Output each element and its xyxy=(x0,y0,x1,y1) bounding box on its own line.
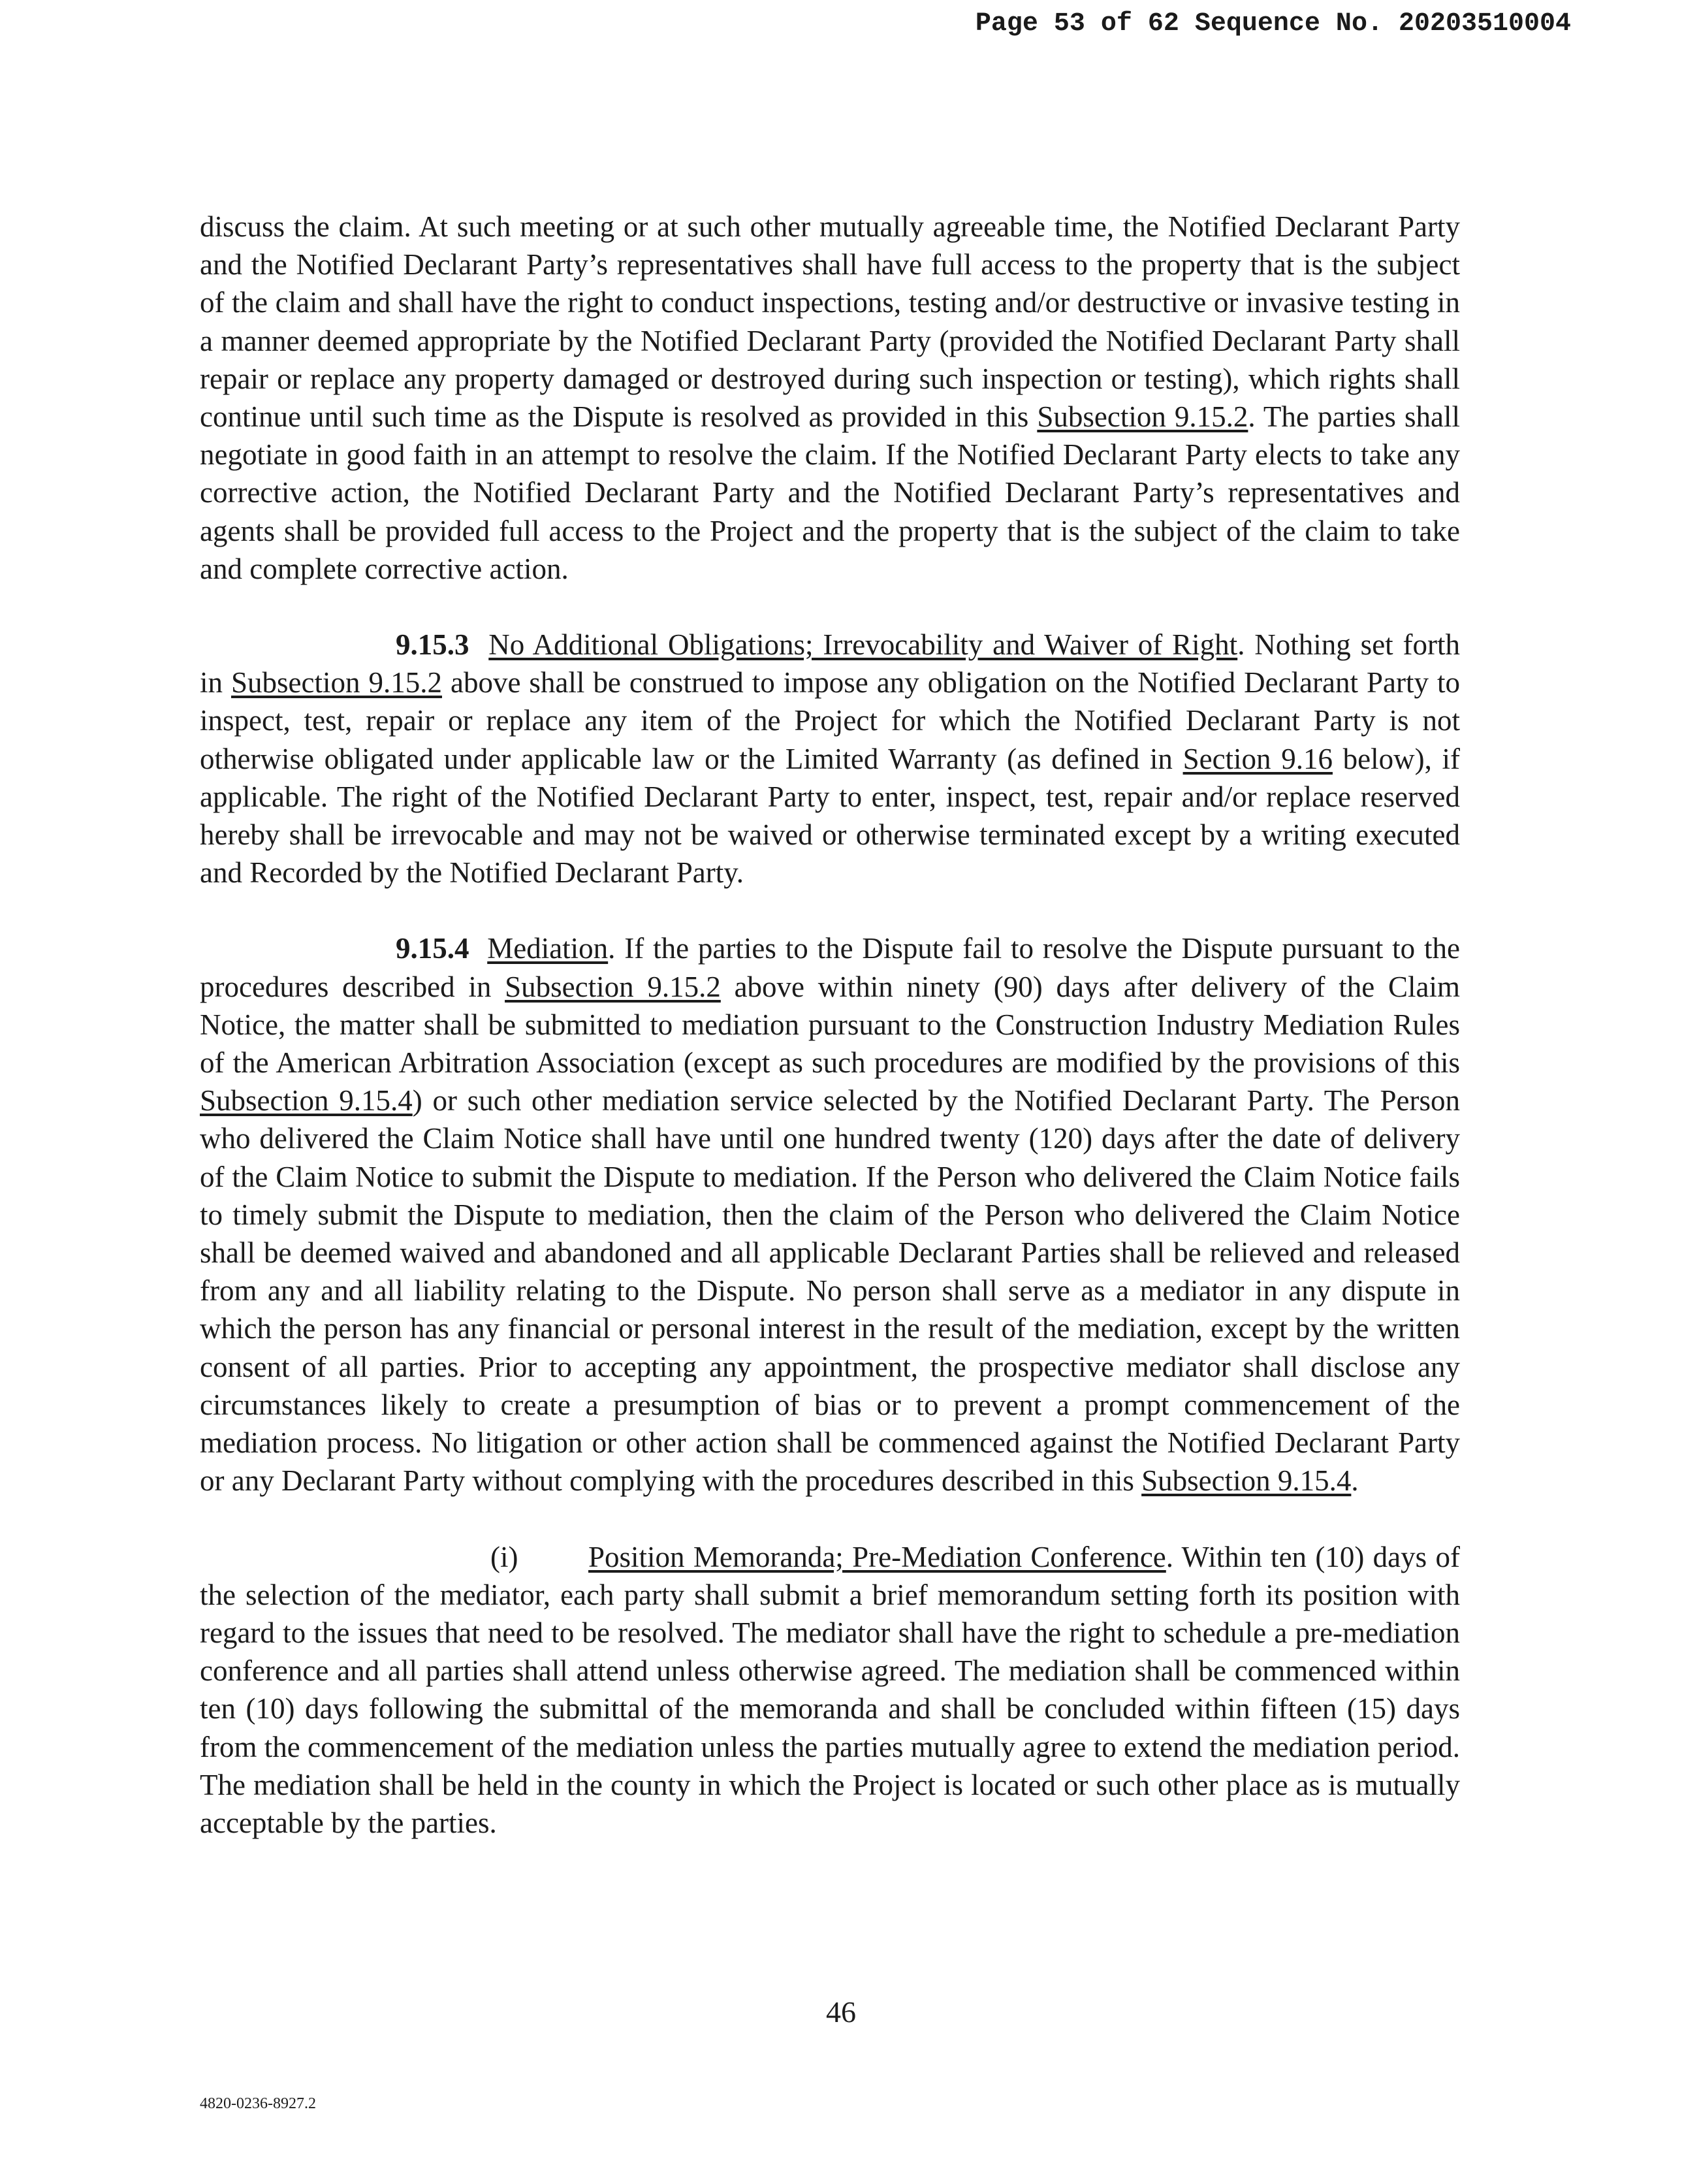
section-number: 9.15.3 xyxy=(396,628,469,662)
paragraph-text: below), if applicable. The right of the Notified Declarant Party to enter, inspect, test, repair and/or replace reserved hereby shall be irrevocable and may not be waived or otherwise terminated except by a writing executed and Recorded by the Notified Declarant Party. xyxy=(200,742,1461,890)
paragraph-text: ) or such other mediation service selected by the Notified Declarant Party. The Person who delivered the Claim Notice shall have until one hundred twenty (120) days after the date of delivery of the Claim Notice to submit the Dispute to mediation. If the Person who delivered the Claim Notice fails to timely submit the Dispute to mediation, then the claim of the Person who delivered the Claim Notice shall be deemed waived and abandoned and all applicable Declarant Parties shall be relieved and released from any and all liability relating to the Dispute. No person shall serve as a mediator in any dispute in which the person has any financial or personal interest in the result of the mediation, except by the written consent of all parties. Prior to accepting any appointment, the prospective mediator shall disclose any circumstances likely to create a presumption of bias or to prevent a prompt commencement of the mediation process. No litigation or other action shall be commenced against the Notified Declarant Party or any Declarant Party without complying with the procedures described in this xyxy=(200,1084,1460,1498)
cross-reference: Subsection 9.15.4 xyxy=(1141,1464,1352,1498)
cross-reference: Subsection 9.15.2 xyxy=(505,970,721,1003)
section-9-15-4 xyxy=(200,929,1460,1500)
cross-reference: Subsection 9.15.4 xyxy=(200,1084,413,1117)
paragraph-text: . If the parties to the Dispute fail to resolve the Dispute pursuant to the procedures described in xyxy=(200,932,1461,1003)
cross-reference: Subsection 9.15.2 xyxy=(231,666,442,699)
section-heading: No Additional Obligations; Irrevocability and Waiver of Right xyxy=(488,628,1238,662)
paragraph-text: above shall be construed to impose any obligation on the Notified Declarant Party to inspect, test, repair or replace any item of the Project for which the Notified Declarant Party is not otherwise obligated under applicable law or the Limited Warranty (as defined in xyxy=(200,666,1460,775)
document-body xyxy=(200,208,1460,1842)
paragraph-claim-discussion xyxy=(200,208,1460,588)
paragraph-text: . xyxy=(1351,1464,1359,1498)
section-9-15-3 xyxy=(200,626,1460,891)
subsection-marker: (i) xyxy=(490,1540,518,1573)
paragraph-text: discuss the claim. At such meeting or at such other mutually agreeable time, the Notified Declarant Party and the Notified Declarant Party’s representatives shall have full access to the property that is the subject of the claim and shall have the right to conduct inspections, testing and/or destructive or invasive testing in a manner deemed appropriate by the Notified Declarant Party (provided the Notified Declarant Party shall repair or replace any property damaged or destroyed during such inspection or testing), which rights shall continue until such time as the Dispute is resolved as provided in this xyxy=(200,210,1460,434)
cross-reference: Subsection 9.15.2 xyxy=(1037,400,1248,434)
document-id: 4820-0236-8927.2 xyxy=(200,2095,316,2112)
page-sequence-header: Page 53 of 62 Sequence No. 20203510004 xyxy=(975,9,1571,39)
cross-reference: Section 9.16 xyxy=(1182,742,1333,775)
section-number: 9.15.4 xyxy=(396,932,469,965)
page-number: 46 xyxy=(826,1995,856,2029)
paragraph-text: . Within ten (10) days of the selection of the mediator, each party shall submit a brief memorandum setting forth its position with regard to the issues that need to be resolved. The mediator shall have the right to schedule a pre-mediation conference and all parties shall attend unless otherwise agreed. The mediation shall be commenced within ten (10) days following the submittal of the memoranda and shall be concluded within fifteen (15) days from the commencement of the mediation unless the parties mutually agree to extend the mediation period. The mediation shall be held in the county in which the Project is located or such other place as is mutually acceptable by the parties. xyxy=(200,1540,1460,1839)
paragraph-text: above within ninety (90) days after delivery of the Claim Notice, the matter shall be submitted to mediation pursuant to the Construction Industry Mediation Rules of the American Arbitration Association (except as such procedures are modified by the provisions of this xyxy=(200,970,1461,1080)
section-heading: Mediation xyxy=(487,932,609,965)
paragraph-text: . The parties shall negotiate in good faith in an attempt to resolve the claim. If the Notified Declarant Party elects to take any corrective action, the Notified Declarant Party and the Notified Declarant Party’s representatives and agents shall be provided full access to the Project and the property that is the subject of the claim to take and complete corrective action. xyxy=(200,400,1460,585)
paragraph-text: . Nothing set forth in xyxy=(200,628,1461,699)
subsection-heading: Position Memoranda; Pre-Mediation Conference xyxy=(588,1540,1166,1573)
subsection-i xyxy=(200,1538,1460,1842)
